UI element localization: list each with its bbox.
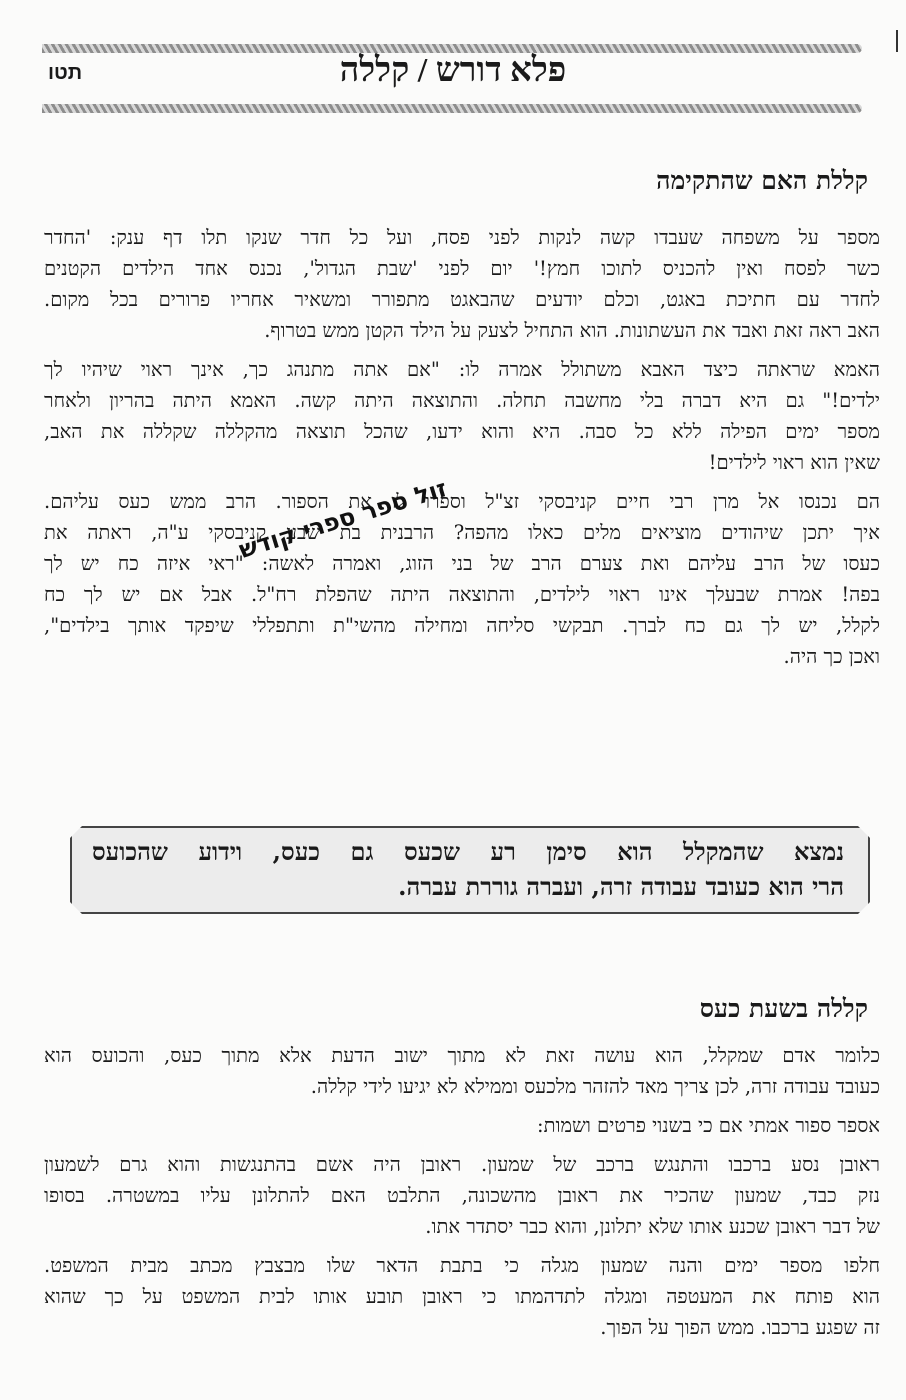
- text-line: האב ראה זאת ואבד את העשתונות. הוא התחיל לצעק על הילד הקטן ממש בטרוף.: [264, 319, 880, 342]
- text-line: כשר לפסח ואין להכניס לתוכו חמץ!' יום לפני 'שבת הגדול', נכנס אחד הילדים הקטנים: [44, 257, 880, 280]
- text-line: מספר על משפחה שעבדו קשה לנקות לפני פסח, ועל כל חדר שנקו תלו דף ענק: 'החדר: [44, 226, 880, 249]
- quote-line: נמצא שהמקלל הוא סימן רע שכעס גם כעס, וידוע שהכועס: [92, 837, 844, 866]
- text-line: איך יתכן שיהודים מוציאים מלים כאלו מהפה? הרבנית בת שבע קניבסקי ע"ה, ראתה את: [44, 521, 880, 544]
- text-line: כעסו של הרב עליהם ואת צערם הרב של בני הזוג, ואמרה לאשה: "ראי איזה כח יש לך: [44, 552, 880, 575]
- text-line: ילדים!" גם היא דברה בלי מחשבה תחלה. והתוצאה היתה קשה. האמא היתה בהריון ולאחר: [44, 389, 880, 412]
- text-line: לקלל, יש לך גם כח לברך. תבקשי סליחה ומחילה מהשי"ת ותתפללי שיפקד אותך בילדים",: [44, 614, 880, 637]
- header-bottom-border: [42, 104, 862, 113]
- text-line: אספר ספור אמתי אם כי בשנוי פרטים ושמות:: [537, 1114, 880, 1137]
- text-line: כעובד עבודה זרה, לכן צריך מאד להזהר מלכעס וממילא לא יגיעו לידי קללה.: [310, 1075, 880, 1098]
- text-line: חלפו מספר ימים והנה שמעון מגלה כי בתבת הדאר שלו מבצבץ מכתב מבית המשפט.: [44, 1254, 880, 1277]
- text-line: של דבר ראובן שכנע אותו שלא יתלונן, והוא כבר יסתדר אתו.: [425, 1215, 880, 1238]
- quote-text: [92, 834, 844, 904]
- watermark-stamp: זול ספר ספרי קודש: [235, 474, 451, 564]
- page-corner-mark: [896, 30, 898, 52]
- text-line: ואכן כך היה.: [783, 645, 880, 668]
- text-line: הוא פותח את המעטפה ומגלה לתדהמתו כי ראובן תובע אותו לבית המשפט על כך שהוא: [44, 1285, 880, 1308]
- section1-body: [44, 222, 880, 672]
- section-heading: קללת האם שהתקימה: [656, 166, 868, 195]
- text-line: האמא שראתה כיצד האבא משתולל אמרה לו: "אם אתה מתנהג כך, אינך ראוי שיהיו לך: [44, 358, 880, 381]
- section-heading: קללה בשעת כעס: [699, 994, 868, 1023]
- text-line: הם נכנסו אל מרן רבי חיים קניבסקי זצ"ל וספרו לו את הספור. הרב ממש כעס עליהם.: [44, 490, 880, 513]
- quote-line: הרי הוא כעובד עבודה זרה, ועברה גוררת עברה.: [398, 872, 844, 901]
- text-line: נזק כבד, שמעון שהכיר את ראובן מהשכונה, התלבט האם להתלונן עליו במשטרה. בסופו: [44, 1184, 880, 1207]
- page-number: תטו: [48, 62, 83, 84]
- text-line: מספר ימים הפילה ללא כל סבה. היא והוא ידעו, שהכל תוצאה מהקללה שקללה את האב,: [44, 420, 880, 443]
- text-line: זה שפגע ברכבו. ממש הפוך על הפוך.: [600, 1316, 880, 1339]
- running-title: פלא דורש / קללה: [339, 52, 567, 89]
- text-line: ראובן נסע ברכבו והתנגש ברכב של שמעון. ראובן היה אשם בהתנגשות והוא גרם לשמעון: [44, 1153, 880, 1176]
- text-line: שאין הוא ראוי לילדים!: [708, 451, 880, 474]
- text-line: לחדר עם חתיכת באגט, וכלם יודעים שהבאגט מתפורר ומשאיר אחריו פרורים בכל מקום.: [44, 288, 880, 311]
- text-line: כלומר אדם שמקלל, הוא עושה זאת לא מתוך ישוב הדעת אלא מתוך כעס, והכועס הוא: [44, 1044, 880, 1067]
- text-line: בפה! אמרת שבעלך אינו ראוי לילדים, והתוצאה היתה שהפלת רח"ל. אבל אם יש לך כח: [44, 583, 880, 606]
- section2-body: [44, 1040, 880, 1343]
